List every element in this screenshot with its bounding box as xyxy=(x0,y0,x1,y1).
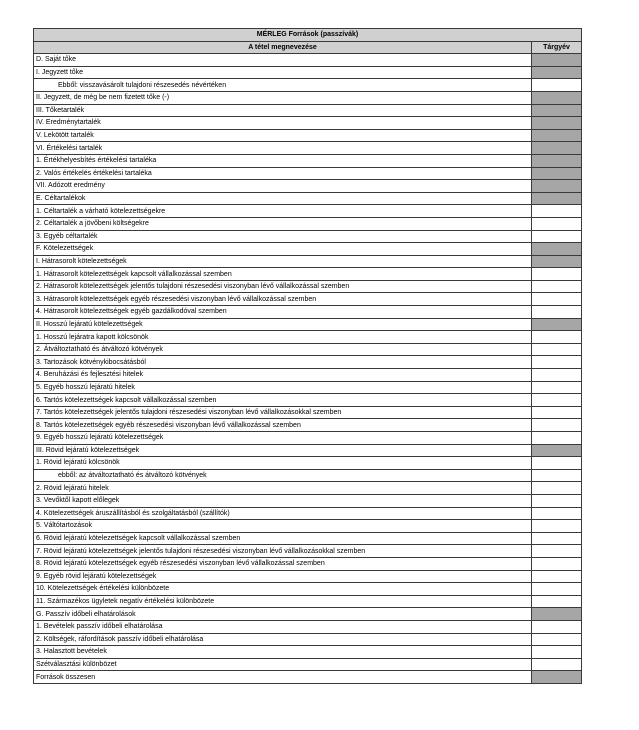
item-name-header: A tétel megnevezése xyxy=(34,41,532,54)
row-label[interactable]: 9. Egyéb hosszú lejáratú kötelezettségek xyxy=(34,432,532,445)
row-label[interactable]: III. Tőketartalék xyxy=(34,104,532,117)
table-row xyxy=(34,608,582,621)
current-year-value-cell[interactable] xyxy=(532,255,582,268)
current-year-value-cell[interactable] xyxy=(532,104,582,117)
table-row xyxy=(34,280,582,293)
table-row xyxy=(34,507,582,520)
row-label[interactable]: 5. Egyéb hosszú lejáratú hitelek xyxy=(34,381,532,394)
current-year-value-cell[interactable] xyxy=(532,142,582,155)
table-row xyxy=(34,381,582,394)
current-year-value-cell[interactable] xyxy=(532,280,582,293)
row-label[interactable]: 7. Tartós kötelezettségek jelentős tulajdoni részesedési viszonyban lévő vállalkozásokkal szemben xyxy=(34,406,532,419)
row-label[interactable]: 7. Rövid lejáratú kötelezettségek jelentős tulajdoni részesedési viszonyban lévő vállalkozásokkal szemben xyxy=(34,545,532,558)
table-row xyxy=(34,432,582,445)
current-year-value-cell[interactable] xyxy=(532,318,582,331)
row-label[interactable]: 6. Tartós kötelezettségek kapcsolt vállalkozással szemben xyxy=(34,394,532,407)
sheet-title: MÉRLEG Források (passzívák) xyxy=(34,29,582,42)
current-year-value-cell[interactable] xyxy=(532,532,582,545)
current-year-value-cell[interactable] xyxy=(532,507,582,520)
table-row xyxy=(34,117,582,130)
current-year-value-cell[interactable] xyxy=(532,419,582,432)
row-label[interactable]: I. Hátrasorolt kötelezettségek xyxy=(34,255,532,268)
row-label[interactable]: D. Saját tőke xyxy=(34,54,532,67)
table-row xyxy=(34,217,582,230)
current-year-value-cell[interactable] xyxy=(532,520,582,533)
table-row xyxy=(34,646,582,659)
table-row xyxy=(34,620,582,633)
row-label[interactable]: 5. Váltótartozások xyxy=(34,520,532,533)
table-row xyxy=(34,66,582,79)
current-year-value-cell[interactable] xyxy=(532,91,582,104)
row-label[interactable]: E. Céltartalékok xyxy=(34,192,532,205)
table-row xyxy=(34,394,582,407)
table-row xyxy=(34,142,582,155)
table-row xyxy=(34,54,582,67)
row-label[interactable]: II. Hosszú lejáratú kötelezettségek xyxy=(34,318,532,331)
table-row xyxy=(34,180,582,193)
row-label[interactable]: 6. Rövid lejáratú kötelezettségek kapcsolt vállalkozással szemben xyxy=(34,532,532,545)
current-year-value-cell[interactable] xyxy=(532,633,582,646)
current-year-value-cell[interactable] xyxy=(532,243,582,256)
row-label[interactable]: 3. Halasztott bevételek xyxy=(34,646,532,659)
current-year-value-cell[interactable] xyxy=(532,180,582,193)
table-row xyxy=(34,369,582,382)
table-row xyxy=(34,419,582,432)
current-year-value-cell[interactable] xyxy=(532,217,582,230)
row-label[interactable]: Ebből: visszavásárolt tulajdoni részesedés névértéken xyxy=(34,79,532,92)
row-label[interactable]: Szétválasztási különbözet xyxy=(34,658,532,671)
current-year-value-cell[interactable] xyxy=(532,343,582,356)
table-row xyxy=(34,318,582,331)
table-row xyxy=(34,104,582,117)
row-label[interactable]: 1. Hátrasorolt kötelezettségek kapcsolt vállalkozással szemben xyxy=(34,268,532,281)
current-year-value-cell[interactable] xyxy=(532,557,582,570)
current-year-value-cell[interactable] xyxy=(532,230,582,243)
row-label[interactable]: 3. Vevőktől kapott előlegek xyxy=(34,494,532,507)
current-year-value-cell[interactable] xyxy=(532,595,582,608)
table-row xyxy=(34,545,582,558)
title-row xyxy=(34,29,582,42)
current-year-value-cell[interactable] xyxy=(532,545,582,558)
current-year-value-cell[interactable] xyxy=(532,432,582,445)
row-label[interactable]: F. Kötelezettségek xyxy=(34,243,532,256)
current-year-value-cell[interactable] xyxy=(532,79,582,92)
table-row xyxy=(34,230,582,243)
row-label[interactable]: 4. Kötelezettségek áruszállításból és szolgáltatásból (szállítók) xyxy=(34,507,532,520)
header-row xyxy=(34,41,582,54)
table-row xyxy=(34,343,582,356)
row-label[interactable]: 8. Tartós kötelezettségek egyéb részesedési viszonyban lévő vállalkozással szemben xyxy=(34,419,532,432)
row-label[interactable]: II. Jegyzett, de még be nem fizetett tőke (-) xyxy=(34,91,532,104)
current-year-value-cell[interactable] xyxy=(532,381,582,394)
current-year-value-cell[interactable] xyxy=(532,482,582,495)
table-row xyxy=(34,293,582,306)
table-row xyxy=(34,457,582,470)
row-label[interactable]: VII. Adózott eredmény xyxy=(34,180,532,193)
table-row xyxy=(34,671,582,684)
current-year-value-cell[interactable] xyxy=(532,356,582,369)
current-year-value-cell[interactable] xyxy=(532,54,582,67)
table-row xyxy=(34,167,582,180)
row-label[interactable]: I. Jegyzett tőke xyxy=(34,66,532,79)
row-label[interactable]: 1. Hosszú lejáratra kapott kölcsönök xyxy=(34,331,532,344)
current-year-header: Tárgyév xyxy=(532,41,582,54)
row-label[interactable]: 9. Egyéb rövid lejáratú kötelezettségek xyxy=(34,570,532,583)
row-label[interactable]: 2. Költségek, ráfordítások passzív időbeli elhatárolása xyxy=(34,633,532,646)
row-label[interactable]: 11. Származékos ügyletek negatív értékelési különbözete xyxy=(34,595,532,608)
table-row xyxy=(34,570,582,583)
table-row xyxy=(34,255,582,268)
row-label[interactable]: 4. Hátrasorolt kötelezettségek egyéb gazdálkodóval szemben xyxy=(34,306,532,319)
row-label[interactable]: 10. Kötelezettségek értékelési különbözete xyxy=(34,583,532,596)
row-label[interactable]: 2. Céltartalék a jövőbeni költségekre xyxy=(34,217,532,230)
row-label[interactable]: G. Passzív időbeli elhatárolások xyxy=(34,608,532,621)
current-year-value-cell[interactable] xyxy=(532,583,582,596)
current-year-value-cell[interactable] xyxy=(532,646,582,659)
row-label[interactable]: 4. Beruházási és fejlesztési hitelek xyxy=(34,369,532,382)
row-label[interactable]: 3. Hátrasorolt kötelezettségek egyéb részesedési viszonyban lévő vállalkozással szemben xyxy=(34,293,532,306)
table-row xyxy=(34,129,582,142)
row-label[interactable]: 1. Céltartalék a várható kötelezettségekre xyxy=(34,205,532,218)
current-year-value-cell[interactable] xyxy=(532,205,582,218)
row-label[interactable]: IV. Eredménytartalék xyxy=(34,117,532,130)
row-label[interactable]: 2. Átváltoztatható és átváltozó kötvények xyxy=(34,343,532,356)
table-row xyxy=(34,268,582,281)
current-year-value-cell[interactable] xyxy=(532,331,582,344)
current-year-value-cell[interactable] xyxy=(532,268,582,281)
current-year-value-cell[interactable] xyxy=(532,167,582,180)
current-year-value-cell[interactable] xyxy=(532,129,582,142)
table-row xyxy=(34,532,582,545)
row-label[interactable]: 2. Valós értékelés értékelési tartaléka xyxy=(34,167,532,180)
table-row xyxy=(34,633,582,646)
row-label[interactable]: Források összesen xyxy=(34,671,532,684)
current-year-value-cell[interactable] xyxy=(532,570,582,583)
current-year-value-cell[interactable] xyxy=(532,293,582,306)
table-row xyxy=(34,482,582,495)
current-year-value-cell[interactable] xyxy=(532,620,582,633)
row-label[interactable]: 2. Rövid lejáratú hitelek xyxy=(34,482,532,495)
table-row xyxy=(34,595,582,608)
table-row xyxy=(34,406,582,419)
current-year-value-cell[interactable] xyxy=(532,394,582,407)
current-year-value-cell[interactable] xyxy=(532,469,582,482)
table-row xyxy=(34,154,582,167)
current-year-value-cell[interactable] xyxy=(532,608,582,621)
row-label[interactable]: V. Lekötött tartalék xyxy=(34,129,532,142)
current-year-value-cell[interactable] xyxy=(532,494,582,507)
current-year-value-cell[interactable] xyxy=(532,457,582,470)
table-row xyxy=(34,583,582,596)
table-row xyxy=(34,243,582,256)
table-row xyxy=(34,520,582,533)
row-label[interactable]: 1. Bevételek passzív időbeli elhatárolása xyxy=(34,620,532,633)
row-label[interactable]: VI. Értékelési tartalék xyxy=(34,142,532,155)
row-label[interactable]: ebből: az átváltoztatható és átváltozó kötvények xyxy=(34,469,532,482)
row-label[interactable]: III. Rövid lejáratú kötelezettségek xyxy=(34,444,532,457)
current-year-value-cell[interactable] xyxy=(532,117,582,130)
table-row xyxy=(34,205,582,218)
table-row xyxy=(34,356,582,369)
current-year-value-cell[interactable] xyxy=(532,369,582,382)
current-year-value-cell[interactable] xyxy=(532,66,582,79)
table-row xyxy=(34,306,582,319)
table-row xyxy=(34,494,582,507)
table-row xyxy=(34,469,582,482)
row-label[interactable]: 3. Egyéb céltartalék xyxy=(34,230,532,243)
current-year-value-cell[interactable] xyxy=(532,406,582,419)
current-year-value-cell[interactable] xyxy=(532,154,582,167)
row-label[interactable]: 1. Értékhelyesbítés értékelési tartaléka xyxy=(34,154,532,167)
table-row xyxy=(34,192,582,205)
table-row xyxy=(34,658,582,671)
balance-sheet-table xyxy=(33,28,582,684)
table-row xyxy=(34,444,582,457)
table-row xyxy=(34,91,582,104)
current-year-value-cell[interactable] xyxy=(532,192,582,205)
row-label[interactable]: 3. Tartozások kötvénykibocsátásból xyxy=(34,356,532,369)
table-row xyxy=(34,557,582,570)
current-year-value-cell[interactable] xyxy=(532,671,582,684)
table-row xyxy=(34,331,582,344)
row-label[interactable]: 1. Rövid lejáratú kölcsönök xyxy=(34,457,532,470)
table-row xyxy=(34,79,582,92)
current-year-value-cell[interactable] xyxy=(532,658,582,671)
row-label[interactable]: 8. Rövid lejáratú kötelezettségek egyéb részesedési viszonyban lévő vállalkozással szemben xyxy=(34,557,532,570)
current-year-value-cell[interactable] xyxy=(532,444,582,457)
row-label[interactable]: 2. Hátrasorolt kötelezettségek jelentős tulajdoni részesedési viszonyban lévő vállalkozással szemben xyxy=(34,280,532,293)
current-year-value-cell[interactable] xyxy=(532,306,582,319)
